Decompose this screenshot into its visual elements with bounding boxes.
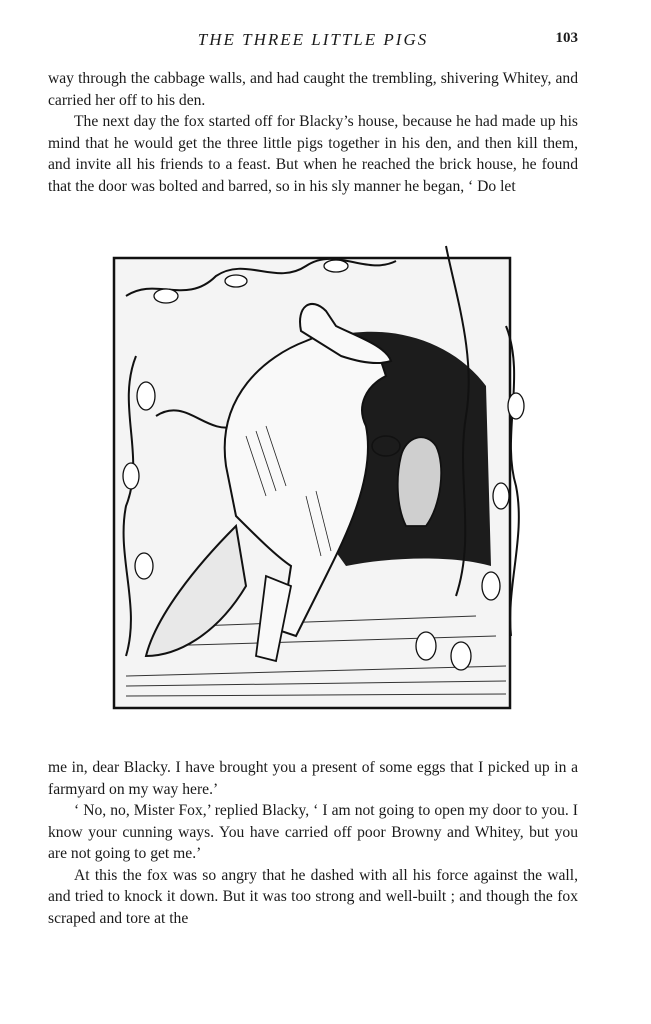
paragraph: At this the fox was so angry that he dashed with all his force against the wall, and tried to knock it down. But it was too strong and well-built ; and though the fox scraped and tore at the [48, 866, 578, 927]
running-title: THE THREE LITTLE PIGS [197, 30, 429, 49]
paragraph: way through the cabbage walls, and had caught the trembling, shivering Whitey, and carried her off to his den. [48, 70, 578, 109]
page-number: 103 [555, 30, 578, 46]
body-text-bottom [48, 757, 578, 929]
page-header [48, 30, 578, 56]
paragraph: The next day the fox started off for Blacky’s house, because he had made up his mind that he would get the three little pigs together in his den, and then kill them, and invite all his friends to a feast. But when he reached the brick house, he found that the door was bolted and barred, so in his sly manner he began, ‘ Do let [48, 113, 578, 195]
paragraph: ‘ No, no, Mister Fox,’ replied Blacky, ‘ I am not going to open my door to you. I know your cunning ways. You have carried off poor Browny and Whitey, but you are not going to get me.’ [48, 802, 578, 862]
paragraph: me in, dear Blacky. I have brought you a present of some eggs that I picked up in a farmyard on my way here.’ [48, 759, 578, 798]
body-text-top [48, 68, 578, 197]
illustration-fox-at-den [96, 236, 540, 721]
